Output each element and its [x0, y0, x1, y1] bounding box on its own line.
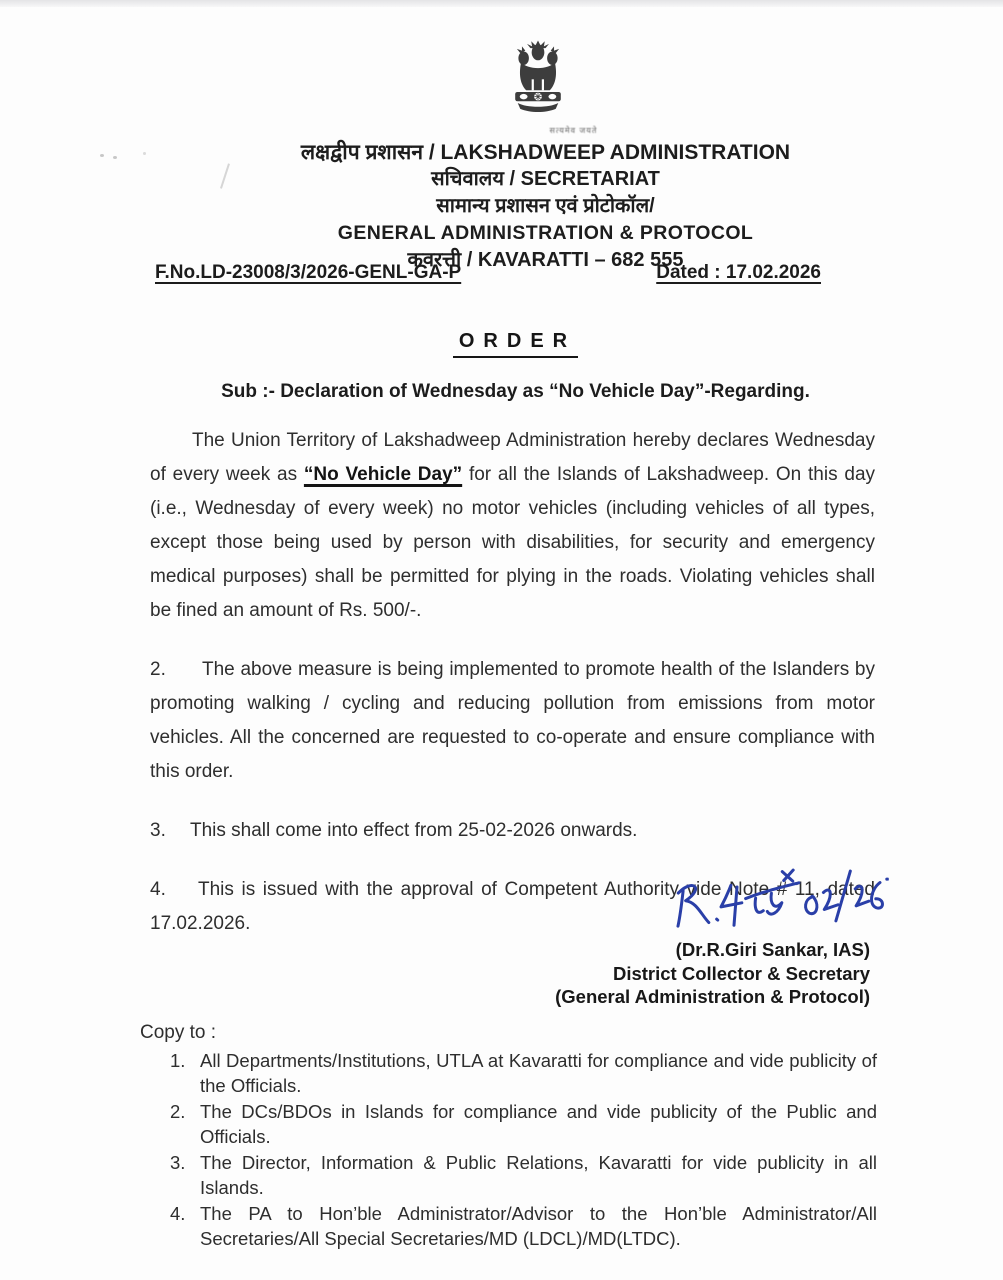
- scan-top-edge: [0, 0, 1003, 7]
- paragraph-1-text-before: The Union Territory of Lakshadweep Administration hereby declares Wednesday of every week as: [150, 430, 875, 485]
- copy-item-text: The Director, Information & Public Relations, Kavaratti for vide publicity in all Islands.: [200, 1152, 877, 1198]
- paragraph-4-number: 4.: [150, 879, 166, 900]
- letterhead-lines: [44, 139, 1003, 274]
- reference-row: [155, 262, 821, 284]
- paragraph-1: [150, 424, 875, 628]
- letterhead-line-address: कवरत्ती / KAVARATTI – 682 555: [407, 249, 684, 271]
- letterhead-line-department-hindi: सामान्य प्रशासन एवं प्रोटोकॉल/: [436, 195, 655, 217]
- copy-to-item: [170, 1201, 877, 1251]
- signature-ink-icon: [660, 860, 892, 950]
- paragraph-3: [150, 814, 875, 848]
- document-date: Dated : 17.02.2026: [656, 262, 821, 283]
- paragraph-2-text: The above measure is being implemented to promote health of the Islanders by promoting walking / cycling and reducing pollution from emissions from motor vehicles. All the concerned are requested to co-operate and ensure compliance with this order.: [150, 659, 875, 782]
- letterhead-line-secretariat: सचिवालय / SECRETARIAT: [431, 168, 660, 190]
- paragraph-2-number: 2.: [150, 659, 166, 680]
- order-title-row: [14, 330, 1003, 358]
- copy-to-item: [170, 1099, 877, 1149]
- letterhead-line-administration: लक्षद्वीप प्रशासन / LAKSHADWEEP ADMINISTRATION: [300, 141, 791, 164]
- paragraph-2: [150, 653, 875, 789]
- letterhead-line-department-english: GENERAL ADMINISTRATION & PROTOCOL: [337, 222, 754, 244]
- signatory-block: [555, 938, 870, 1009]
- copy-to-item: [170, 1150, 877, 1200]
- copy-item-number: 4.: [170, 1203, 186, 1224]
- copy-to-label: Copy to :: [140, 1022, 217, 1043]
- national-emblem-icon: [500, 40, 576, 122]
- paragraph-3-number: 3.: [150, 820, 166, 841]
- copy-item-text: All Departments/Institutions, UTLA at Kavaratti for compliance and vide publicity of the Officials.: [200, 1050, 877, 1096]
- paragraph-3-text: This shall come into effect from 25-02-2026 onwards.: [190, 820, 638, 841]
- copy-item-number: 1.: [170, 1050, 186, 1071]
- copy-item-text: The DCs/BDOs in Islands for compliance and vide publicity of the Public and Officials.: [200, 1101, 877, 1147]
- paragraph-1-text-after: for all the Islands of Lakshadweep. On this day (i.e., Wednesday of every week) no motor vehicles (including vehicles of all types, except those being used by person with disabilities, for security and emergency medical purposes) shall be permitted for plying in the roads. Violating vehicles shall be fined an amount of Rs. 500/-.: [150, 464, 876, 621]
- file-number: F.No.LD-23008/3/2026-GENL-GA-P: [155, 262, 462, 283]
- order-title: ORDER: [453, 330, 578, 358]
- copy-to-list: [170, 1048, 877, 1252]
- copy-to-item: [170, 1048, 877, 1098]
- signatory-department: (General Administration & Protocol): [555, 986, 870, 1007]
- no-vehicle-day-highlight: “No Vehicle Day”: [303, 464, 463, 485]
- emblem-wrap: [36, 40, 1003, 136]
- letterhead: [0, 40, 1003, 274]
- paragraph-4-text: This is issued with the approval of Competent Authority vide Note # 11, dated 17.02.2026.: [150, 879, 875, 934]
- signatory-name: (Dr.R.Giri Sankar, IAS): [675, 939, 870, 960]
- copy-item-number: 2.: [170, 1101, 186, 1122]
- signatory-designation: District Collector & Secretary: [612, 962, 870, 984]
- copy-item-number: 3.: [170, 1152, 186, 1173]
- copy-item-text: The PA to Hon’ble Administrator/Advisor to the Hon’ble Administrator/All Secretaries/All Special Secretaries/MD (LDCL)/MD(LTDC).: [200, 1203, 877, 1249]
- emblem-motto: सत्यमेव जयते: [549, 126, 598, 135]
- subject-line: Sub :- Declaration of Wednesday as “No Vehicle Day”-Regarding.: [221, 381, 810, 402]
